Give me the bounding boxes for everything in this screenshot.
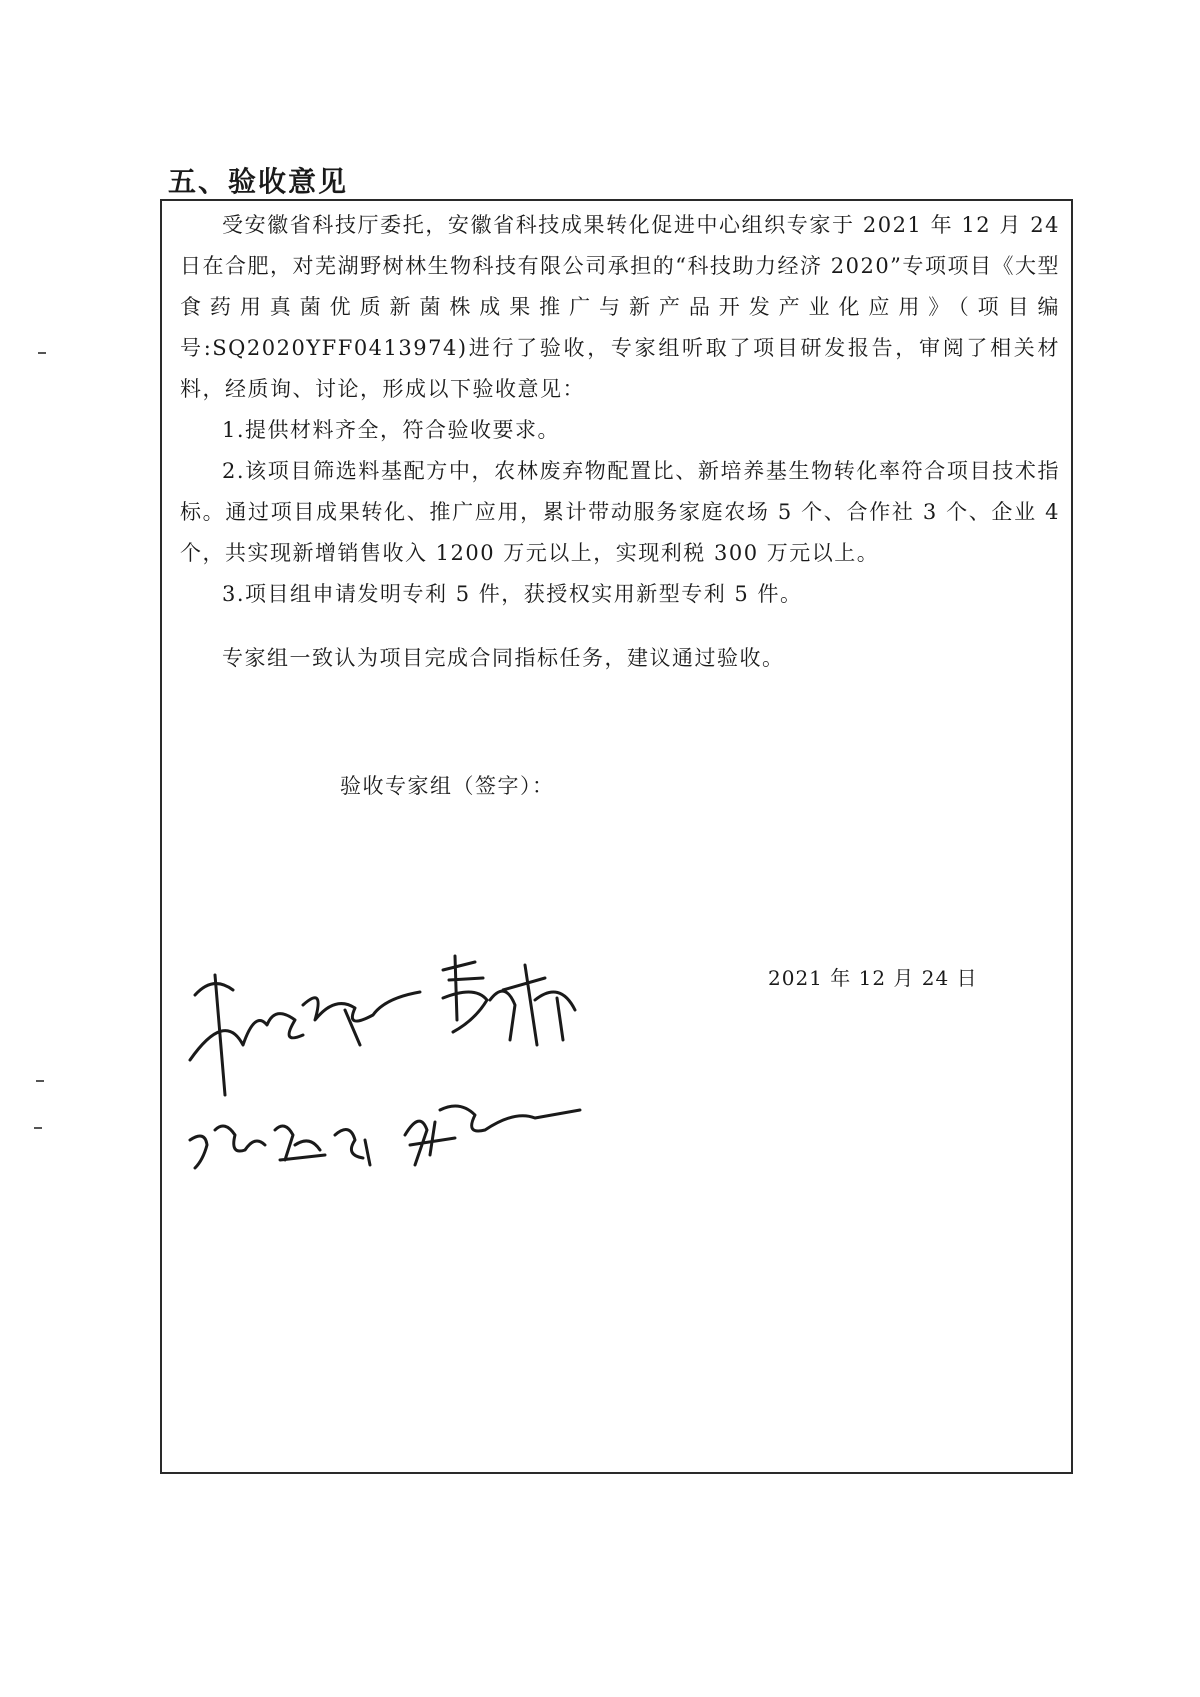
signature-3: [190, 1126, 370, 1168]
opinion-intro-paragraph: 受安徽省科技厅委托，安徽省科技成果转化促进中心组织专家于 2021 年 12 月 24 日在合肥，对芜湖野树林生物科技有限公司承担的“科技助力经济 2020”专项项目《大型食药用真菌优质新菌株成果推广与新产品开发产业化应用》（项目编号:SQ2020YFF0413974)进行了验收，专家组听取了项目研发报告，审阅了相关材料，经质询、讨论，形成以下验收意见：: [180, 213, 1060, 401]
opinion-item-3: 3.项目组申请发明专利 5 件，获授权实用新型专利 5 件。: [222, 582, 803, 606]
signature-4: [405, 1106, 580, 1165]
opinion-item-2: 2.该项目筛选料基配方中，农林废弃物配置比、新培养基生物转化率符合项目技术指标。通过项目成果转化、推广应用，累计带动服务家庭农场 5 个、合作社 3 个、企业 4 个，共实现新增销售收入 1200 万元以上，实现利税 300 万元以上。: [180, 459, 1060, 565]
signature-2: [443, 956, 575, 1045]
scan-mark: [34, 1127, 42, 1129]
signature-label: 验收专家组（签字）：: [340, 774, 555, 798]
conclusion-text: 专家组一致认为项目完成合同指标任务，建议通过验收。: [222, 646, 785, 670]
scan-mark: [38, 352, 46, 354]
opinion-item-1: 1.提供材料齐全，符合验收要求。: [222, 418, 561, 442]
sign-date: 2021 年 12 月 24 日: [768, 966, 978, 990]
section-heading: 五、验收意见: [168, 165, 349, 198]
handwritten-signatures: [185, 950, 645, 1210]
signature-1: [190, 975, 420, 1095]
scan-mark: [36, 1080, 44, 1082]
